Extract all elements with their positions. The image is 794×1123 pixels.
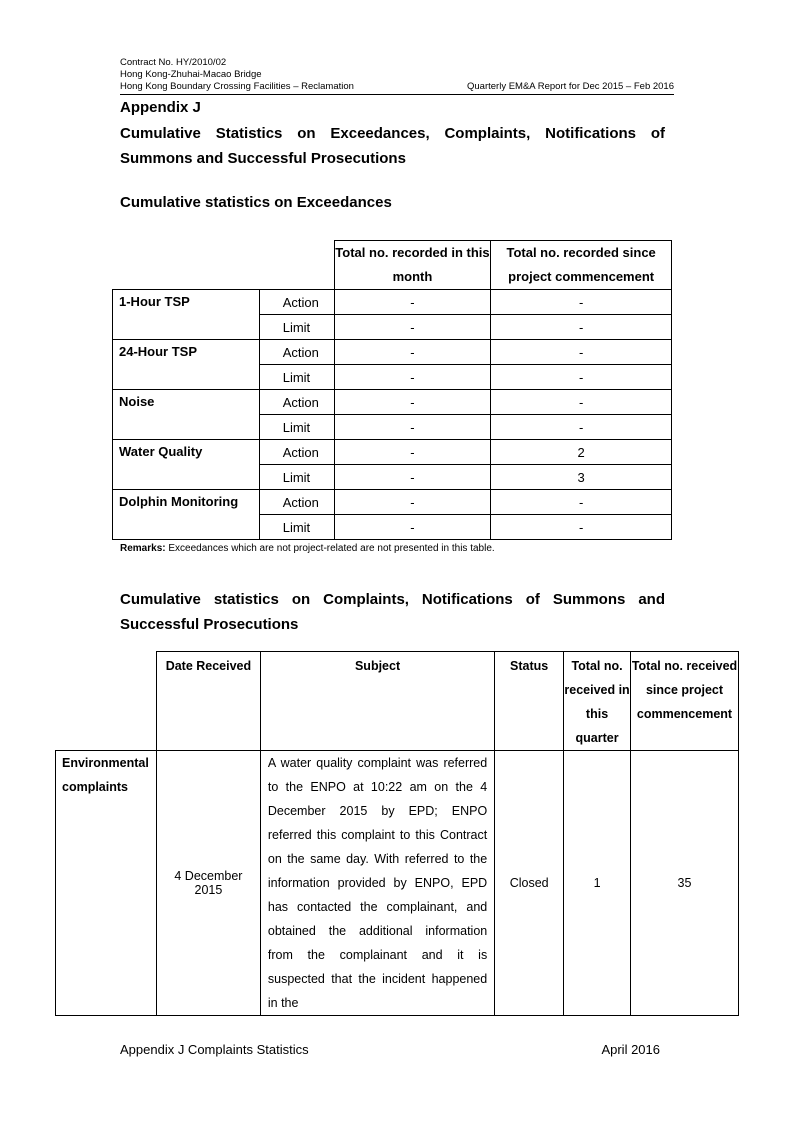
exceedance-level: Limit [259,515,334,540]
exceedance-month-count: - [334,290,491,315]
exceedance-level: Action [259,340,334,365]
exceedance-total-count: - [491,490,672,515]
exceedance-level: Limit [259,365,334,390]
blank-header-cell [113,241,335,290]
exceedance-month-count: - [334,515,491,540]
exceedance-level: Action [259,490,334,515]
complaint-total-count: 35 [631,751,739,1016]
exceedance-row [113,440,672,465]
exceedance-category: Noise [113,390,260,440]
exceedance-level: Action [259,290,334,315]
exceedance-category: 24-Hour TSP [113,340,260,390]
complaints-table [55,651,739,1016]
col-subject-header: Subject [260,652,494,751]
exceedance-row [113,340,672,365]
complaint-category: Environmental complaints [56,751,157,1016]
exceedance-total-count: - [491,515,672,540]
exceedance-total-count: - [491,365,672,390]
exceedance-month-count: - [334,415,491,440]
exceedance-row [113,290,672,315]
exceedance-row [113,490,672,515]
remarks-text: Exceedances which are not project-related are not presented in this table. [165,543,495,554]
exceedance-total-count: - [491,390,672,415]
exceedance-level: Limit [259,415,334,440]
exceedance-month-count: - [334,315,491,340]
page-footer [120,1042,660,1057]
exceedance-total-count: - [491,290,672,315]
exceedance-row [113,390,672,415]
col-status-header: Status [495,652,564,751]
exceedance-category: Dolphin Monitoring [113,490,260,540]
col-date-header: Date Received [156,652,260,751]
col-since-header: Total no. received since project commencement [631,652,739,751]
main-title: Cumulative Statistics on Exceedances, Complaints, Notifications of Summons and Successful Prosecutions [120,125,665,167]
exceedance-month-count: - [334,440,491,465]
section2-title: Cumulative statistics on Complaints, Notifications of Summons and Successful Prosecutions [120,591,665,633]
exceedance-total-count: - [491,315,672,340]
complaint-subject: A water quality complaint was referred to the ENPO at 10:22 am on the 4 December 2015 by EPD; ENPO referred this complaint to this Contract on the same day. With referred to the information provided by ENPO, EPD has contacted the complainant, and obtained the additional information from the complainant and it is suspected that the incident happened in the [260,751,494,1016]
exceedance-month-count: - [334,340,491,365]
exceedance-category: 1-Hour TSP [113,290,260,340]
exceedance-level: Action [259,440,334,465]
exceedance-month-count: - [334,465,491,490]
project-name: Hong Kong-Zhuhai-Macao Bridge [120,69,262,80]
complaint-date: 4 December 2015 [156,751,260,1016]
page-header [120,57,674,95]
exceedance-level: Action [259,390,334,415]
exceedances-header-row [113,241,672,290]
complaint-row [56,751,739,1016]
exceedance-level: Limit [259,315,334,340]
blank-header-cell [56,652,157,751]
exceedance-level: Limit [259,465,334,490]
section1-title: Cumulative statistics on Exceedances [120,194,392,211]
header-row [120,81,674,95]
exceedance-total-count: - [491,415,672,440]
contract-number: Contract No. HY/2010/02 [120,57,227,68]
exceedances-table [112,240,672,540]
complaint-quarter-count: 1 [564,751,631,1016]
exceedance-total-count: - [491,340,672,365]
project-subtitle: Hong Kong Boundary Crossing Facilities – Reclamation [120,81,354,92]
footer-right: April 2016 [601,1042,660,1057]
exceedance-month-count: - [334,365,491,390]
col-since-header: Total no. recorded since project commencement [491,241,672,290]
exceedance-month-count: - [334,390,491,415]
remarks [120,543,495,554]
complaints-header-row [56,652,739,751]
exceedance-total-count: 3 [491,465,672,490]
exceedances-body [113,290,672,540]
footer-left: Appendix J Complaints Statistics [120,1042,309,1057]
report-title: Quarterly EM&A Report for Dec 2015 – Feb 2016 [467,81,674,92]
exceedance-month-count: - [334,490,491,515]
remarks-label: Remarks: [120,543,166,554]
exceedance-total-count: 2 [491,440,672,465]
col-month-header: Total no. recorded in this month [334,241,491,290]
complaint-status: Closed [495,751,564,1016]
exceedance-category: Water Quality [113,440,260,490]
appendix-title: Appendix J [120,99,201,116]
col-quarter-header: Total no. received in this quarter [564,652,631,751]
